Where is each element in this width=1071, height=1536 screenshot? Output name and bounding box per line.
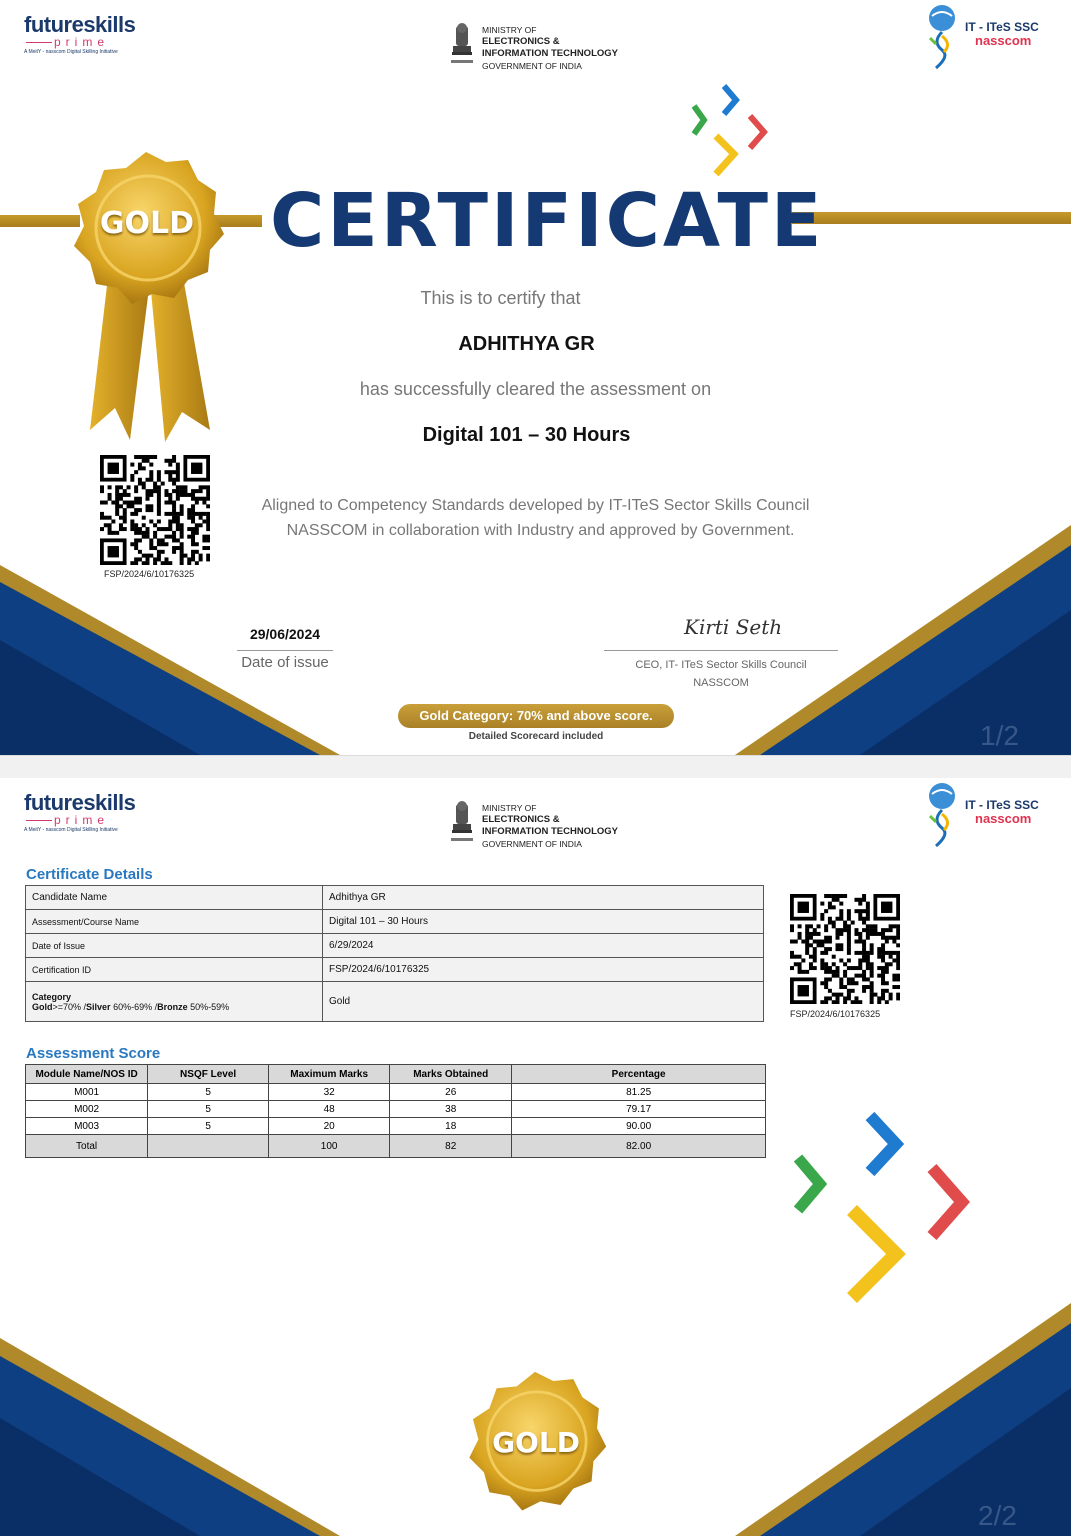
ministry-line-4: GOVERNMENT OF INDIA (482, 61, 582, 71)
score-total-cell: 82.00 (512, 1135, 766, 1158)
it-ites-ssc-logo (922, 4, 1062, 70)
score-cell: 20 (269, 1118, 390, 1135)
score-cell: 5 (148, 1118, 269, 1135)
ssc-name: IT - ITeS SSC (965, 798, 1039, 812)
ministry-line-2: ELECTRONICS & (482, 814, 560, 825)
certificate-details-title: Certificate Details (26, 866, 153, 883)
score-header: Marks Obtained (390, 1065, 512, 1084)
score-header: Maximum Marks (269, 1065, 390, 1084)
category-silver: Silver (86, 1001, 111, 1012)
gold-line-right (792, 212, 1071, 224)
nasscom-name: nasscom (975, 811, 1032, 826)
details-value: Digital 101 – 30 Hours (323, 910, 764, 934)
score-cell: M003 (26, 1118, 148, 1135)
page-separator (0, 755, 1071, 780)
score-cell: M002 (26, 1101, 148, 1118)
score-header: Percentage (512, 1065, 766, 1084)
globe-figure-icon (924, 782, 960, 848)
ministry-line-1: MINISTRY OF (482, 25, 537, 35)
category-label-cell (26, 982, 323, 1022)
score-cell: 81.25 (512, 1084, 766, 1101)
page-number: 1/2 (980, 720, 1019, 751)
qr-code-icon[interactable] (790, 894, 900, 1004)
score-cell: 26 (390, 1084, 512, 1101)
futureskills-tagline: A MeitY - nasscom Digital Skilling Initiative (24, 49, 118, 55)
details-row-category (26, 982, 764, 1022)
details-value: 6/29/2024 (323, 934, 764, 958)
gold-seal-text: GOLD (492, 1426, 580, 1459)
chevrons-icon (690, 82, 770, 182)
score-cell: 5 (148, 1084, 269, 1101)
meity-logo (448, 22, 648, 72)
nasscom-name: nasscom (975, 33, 1032, 48)
score-row (26, 1101, 766, 1118)
cleared-line: has successfully cleared the assessment on (359, 379, 712, 399)
ministry-line-3: INFORMATION TECHNOLOGY (482, 48, 618, 59)
qr-caption: FSP/2024/6/10176325 (104, 569, 195, 579)
score-total-cell (148, 1135, 269, 1158)
details-label: Candidate Name (26, 886, 323, 910)
qr-code-icon[interactable] (100, 455, 210, 565)
category-bronze-rule: 50%-59% (187, 1001, 230, 1012)
details-value: FSP/2024/6/10176325 (323, 958, 764, 982)
aligned-line-2: NASSCOM in collaboration with Industry and approved by Government. (286, 522, 795, 539)
score-cell: 5 (148, 1101, 269, 1118)
score-cell: 48 (269, 1101, 390, 1118)
futureskills-prime: prime (54, 35, 110, 49)
score-cell: M001 (26, 1084, 148, 1101)
category-silver-rule: 60%-69% / (110, 1001, 158, 1012)
category-bronze: Bronze (157, 1001, 188, 1012)
score-cell: 38 (390, 1101, 512, 1118)
assessment-score-table (25, 1064, 766, 1158)
ministry-line-1: MINISTRY OF (482, 803, 537, 813)
aligned-line-1: Aligned to Competency Standards developed by IT-ITeS Sector Skills Council (261, 497, 810, 514)
issue-date: 29/06/2024 (249, 626, 321, 642)
certificate-title: CERTIFICATE (270, 178, 825, 264)
score-cell: 90.00 (512, 1118, 766, 1135)
signature-text: Kirti Seth (684, 615, 783, 639)
meity-logo (448, 800, 648, 850)
signature (684, 615, 782, 639)
page-number: 2/2 (978, 1500, 1017, 1531)
certificate-details-table (25, 885, 764, 1022)
assessment-score-title: Assessment Score (26, 1045, 161, 1062)
candidate-name: ADHITHYA GR (458, 333, 595, 355)
gold-seal-text: GOLD (99, 206, 195, 241)
qr-caption: FSP/2024/6/10176325 (790, 1009, 881, 1019)
futureskills-prime-logo (24, 14, 144, 64)
futureskills-word: futureskills (24, 12, 136, 37)
futureskills-word: futureskills (24, 790, 136, 815)
score-row (26, 1084, 766, 1101)
score-cell: 79.17 (512, 1101, 766, 1118)
details-row (26, 886, 764, 910)
issue-date-label: Date of issue (241, 654, 329, 671)
category-label: Category (32, 991, 72, 1002)
score-row (26, 1118, 766, 1135)
ssc-name: IT - ITeS SSC (965, 20, 1039, 34)
ministry-line-3: INFORMATION TECHNOLOGY (482, 826, 618, 837)
score-total-cell: 100 (269, 1135, 390, 1158)
score-header: NSQF Level (148, 1065, 269, 1084)
globe-figure-icon (924, 4, 960, 70)
details-value: Adhithya GR (323, 886, 764, 910)
ceo-title: CEO, IT- ITeS Sector Skills Council (635, 659, 807, 671)
ministry-line-2: ELECTRONICS & (482, 36, 560, 47)
futureskills-tagline: A MeitY - nasscom Digital Skilling Initiative (24, 827, 118, 833)
futureskills-prime: prime (54, 813, 110, 827)
ministry-line-4: GOVERNMENT OF INDIA (482, 839, 582, 849)
score-cell: 18 (390, 1118, 512, 1135)
it-ites-ssc-logo (922, 782, 1062, 848)
gold-category-badge: Gold Category: 70% and above score. (398, 704, 674, 728)
details-row (26, 910, 764, 934)
certificate-page-1 (0, 0, 1071, 755)
score-total-cell: Total (26, 1135, 148, 1158)
scorecard-note: Detailed Scorecard included (468, 731, 604, 742)
details-row (26, 934, 764, 958)
category-gold-rule: >=70% / (52, 1001, 87, 1012)
ceo-org: NASSCOM (693, 677, 749, 689)
national-emblem-icon (448, 800, 476, 848)
score-cell: 32 (269, 1084, 390, 1101)
score-total-row (26, 1135, 766, 1158)
details-label: Assessment/Course Name (26, 910, 323, 934)
category-gold: Gold (32, 1001, 53, 1012)
course-name: Digital 101 – 30 Hours (422, 424, 631, 446)
futureskills-prime-logo (24, 792, 144, 842)
details-label: Date of Issue (26, 934, 323, 958)
certify-line: This is to certify that (420, 288, 581, 308)
category-value: Gold (323, 982, 764, 1022)
details-row (26, 958, 764, 982)
score-total-cell: 82 (390, 1135, 512, 1158)
score-header: Module Name/NOS ID (26, 1065, 148, 1084)
chevrons-icon (790, 1108, 980, 1308)
national-emblem-icon (448, 22, 476, 70)
details-label: Certification ID (26, 958, 323, 982)
gold-line-left (0, 215, 80, 227)
